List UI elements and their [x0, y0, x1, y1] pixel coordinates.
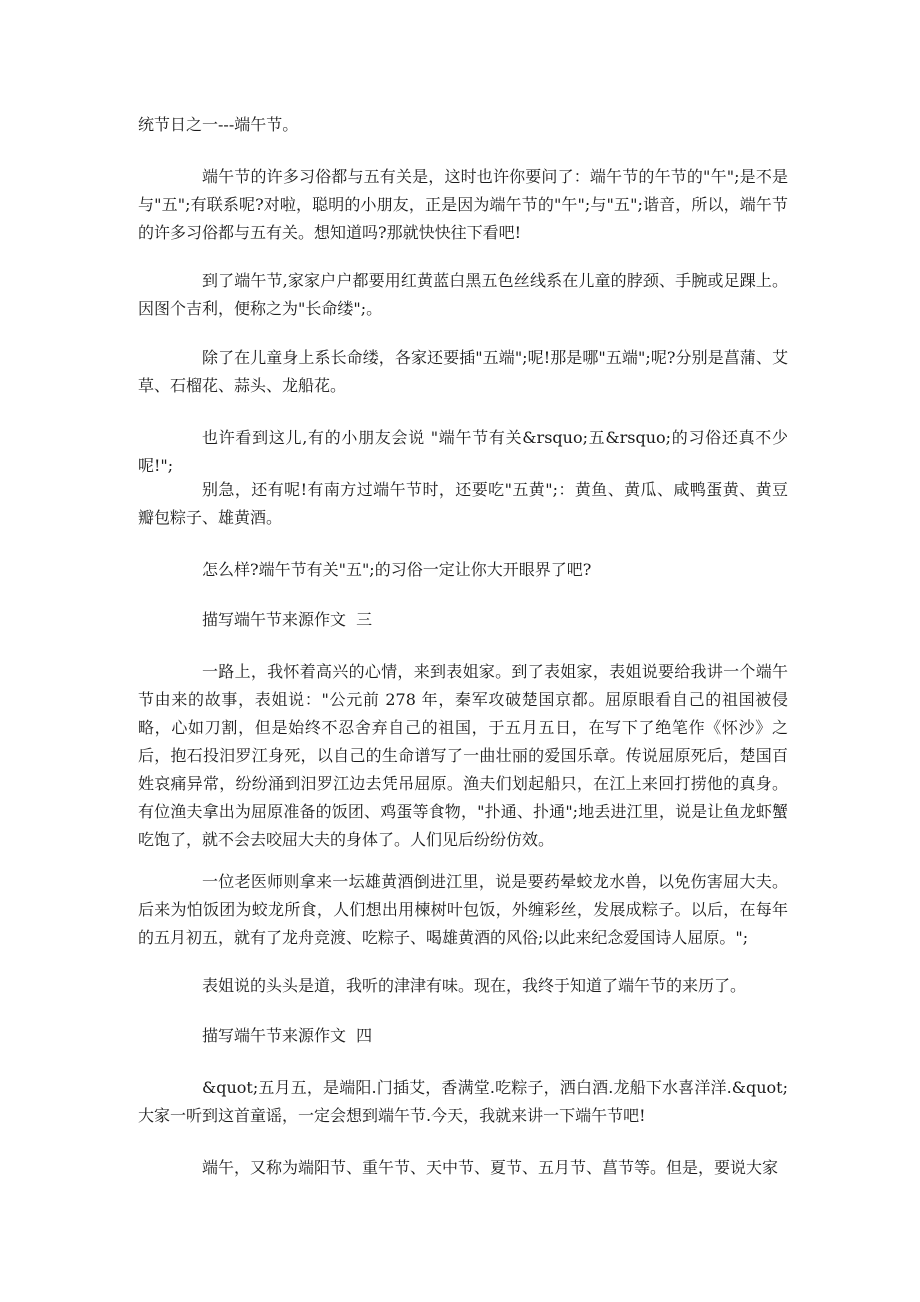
paragraph-8: 一路上，我怀着高兴的心情，来到表姐家。到了表姐家，表姐说要给我讲一个端午节由来的故事，表姐说："公元前 278 年，秦军攻破楚国京都。屈原眼看自己的祖国被侵略，心如刀割，但是始终不忍舍弃自己的祖国，于五月五日，在写下了绝笔作《怀沙》之后，抱石投汨罗江身死，以自己的生命谱写了一曲壮丽的爱国乐章。传说屈原死后，楚国百姓哀痛异常，纷纷涌到汨罗江边去凭吊屈原。渔夫们划起船只，在江上来回打捞他的真身。有位渔夫拿出为屈原准备的饭团、鸡蛋等食物，"扑通、扑通";地丢进江里，说是让鱼龙虾蟹吃饱了，就不会去咬屈大夫的身体了。人们见后纷纷仿效。	[138, 662, 788, 849]
paragraph-5: 也许看到这儿,有的小朋友会说 "端午节有关&rsquo;五&rsquo;的习俗还真不少呢!";	[138, 428, 788, 475]
paragraph-9: 一位老医师则拿来一坛雄黄酒倒进江里，说是要药晕蛟龙水兽，以免伤害屈大夫。后来为怕饭团为蛟龙所食，人们想出用楝树叶包饭，外缠彩丝，发展成粽子。以后，在每年的五月初五，就有了龙舟竞渡、吃粽子、喝雄黄酒的风俗;以此来纪念爱国诗人屈原。";	[138, 872, 788, 947]
paragraph-6: 别急，还有呢!有南方过端午节时，还要吃"五黄";：黄鱼、黄瓜、咸鸭蛋黄、黄豆瓣包粽子、雄黄酒。	[138, 480, 788, 527]
paragraph-2: 端午节的许多习俗都与五有关是，这时也许你要问了：端午节的午节的"午";是不是与"五";有联系呢?对啦，聪明的小朋友，正是因为端午节的"午";与"五";谐音，所以，端午节的许多习俗都与五有关。想知道吗?那就快快往下看吧!	[138, 167, 788, 242]
paragraph-11: &quot;五月五，是端阳.门插艾，香满堂.吃粽子，洒白酒.龙船下水喜洋洋.&quot;大家一听到这首童谣，一定会想到端午节.今天，我就来讲一下端午节吧!	[138, 1078, 788, 1125]
section-heading-3: 描写端午节来源作文 三	[202, 610, 373, 629]
paragraph-10: 表姐说的头头是道，我听的津津有味。现在，我终于知道了端午节的来历了。	[202, 976, 747, 995]
paragraph-3: 到了端午节,家家户户都要用红黄蓝白黑五色丝线系在儿童的脖颈、手腕或足踝上。因图个吉利，便称之为"长命缕";。	[138, 271, 788, 318]
paragraph-12: 端午，又称为端阳节、重午节、天中节、夏节、五月节、菖节等。但是，要说大家	[202, 1158, 779, 1177]
paragraph-1: 统节日之一---端午节。	[138, 115, 299, 134]
section-heading-4: 描写端午节来源作文 四	[202, 1026, 373, 1045]
paragraph-7: 怎么样?端午节有关"五";的习俗一定让你大开眼界了吧?	[202, 560, 592, 579]
paragraph-4: 除了在儿童身上系长命缕，各家还要插"五端";呢!那是哪"五端";呢?分别是菖蒲、艾草、石榴花、蒜头、龙船花。	[138, 348, 788, 395]
